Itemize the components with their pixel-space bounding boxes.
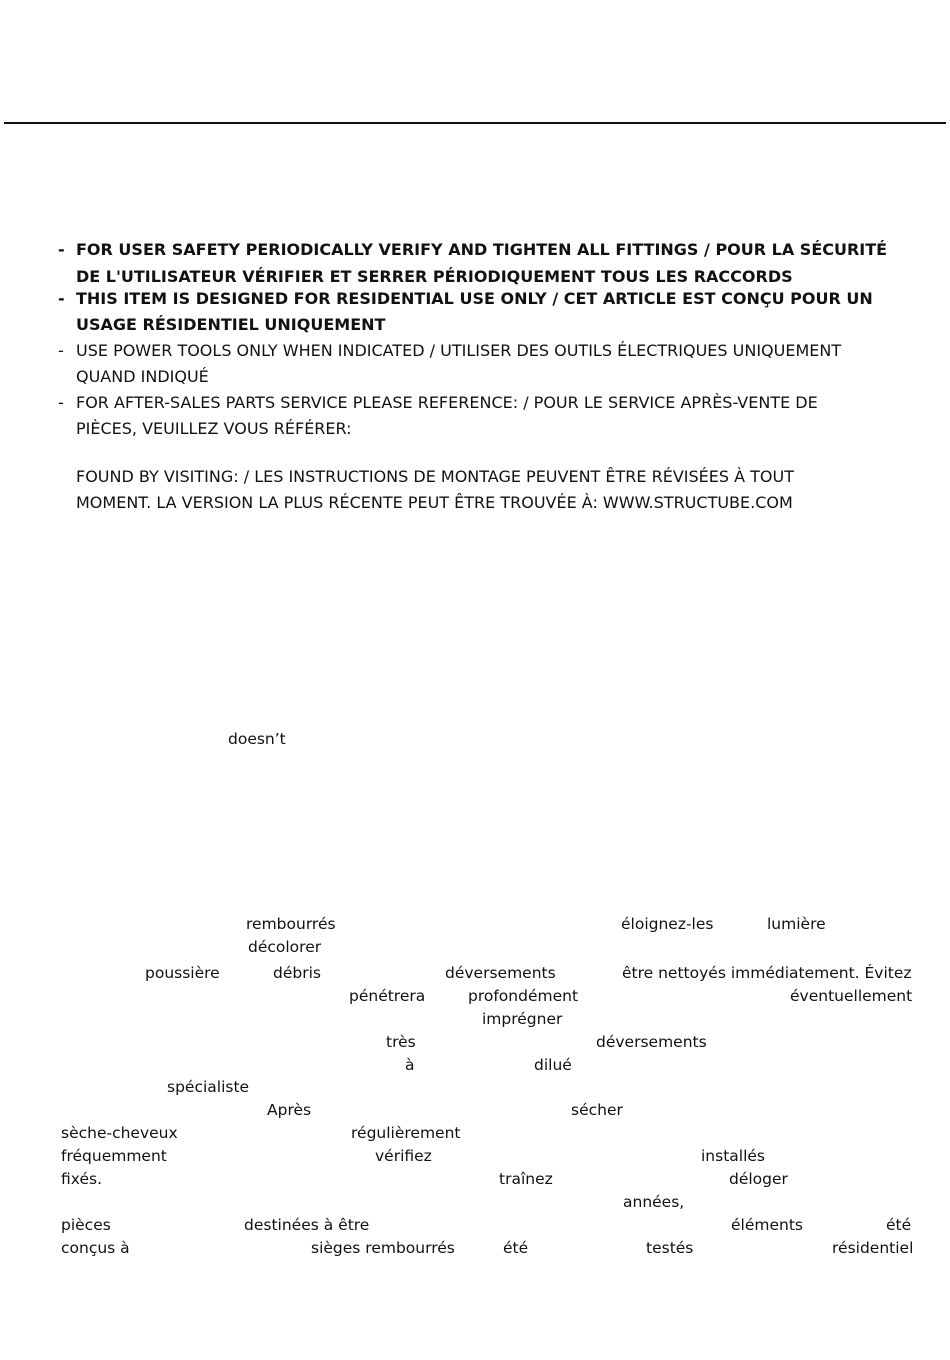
care-word: conçus à xyxy=(61,1239,130,1257)
care-word: éventuellement xyxy=(790,987,913,1005)
fragment-doesnt: doesn’t xyxy=(228,730,286,748)
warning-4-line-2: PIÈCES, VEUILLEZ VOUS RÉFÉRER: xyxy=(76,419,352,438)
warning-2-line-1: THIS ITEM IS DESIGNED FOR RESIDENTIAL USE ONLY / CET ARTICLE EST CONÇU POUR UN xyxy=(76,289,873,308)
care-word: déversements xyxy=(596,1033,707,1051)
care-word: poussière xyxy=(145,964,220,982)
care-word: très xyxy=(386,1033,416,1051)
care-word: dilué xyxy=(534,1056,572,1074)
care-word: pénétrera xyxy=(349,987,426,1005)
care-word: été xyxy=(503,1239,529,1257)
care-word: traînez xyxy=(499,1170,553,1188)
care-word: installés xyxy=(701,1147,766,1165)
care-word: vérifiez xyxy=(375,1147,432,1165)
care-word: années, xyxy=(623,1193,685,1211)
care-word: testés xyxy=(646,1239,694,1257)
warning-2-line-2: USAGE RÉSIDENTIEL UNIQUEMENT xyxy=(76,315,386,334)
care-word: décolorer xyxy=(248,938,322,956)
instructions-note-line-1: FOUND BY VISITING: / LES INSTRUCTIONS DE MONTAGE PEUVENT ÊTRE RÉVISÉES À TOUT xyxy=(76,467,794,486)
care-word: imprégner xyxy=(482,1010,563,1028)
warning-3-dash: - xyxy=(58,341,64,360)
care-word: sèche-cheveux xyxy=(61,1124,178,1142)
care-word: fréquemment xyxy=(61,1147,167,1165)
care-word: destinées à être xyxy=(244,1216,370,1234)
warning-3-line-1: USE POWER TOOLS ONLY WHEN INDICATED / UTILISER DES OUTILS ÉLECTRIQUES UNIQUEMENT xyxy=(76,341,842,360)
care-word: spécialiste xyxy=(167,1078,250,1096)
instructions-note-line-2: MOMENT. LA VERSION LA PLUS RÉCENTE PEUT ÊTRE TROUVÉE À: WWW.STRUCTUBE.COM xyxy=(76,493,793,512)
warning-2-dash: - xyxy=(58,289,65,308)
warning-4-line-1: FOR AFTER-SALES PARTS SERVICE PLEASE REFERENCE: / POUR LE SERVICE APRÈS-VENTE DE xyxy=(76,393,818,412)
care-word: fixés. xyxy=(61,1170,102,1188)
care-word: résidentiel xyxy=(832,1239,914,1257)
care-word: déversements xyxy=(445,964,556,982)
care-word: été xyxy=(886,1216,912,1234)
care-word: déloger xyxy=(729,1170,788,1188)
care-word: éloignez-les xyxy=(621,915,714,933)
warning-1-line-2: DE L'UTILISATEUR VÉRIFIER ET SERRER PÉRIODIQUEMENT TOUS LES RACCORDS xyxy=(76,267,793,286)
care-word: lumière xyxy=(767,915,826,933)
care-word: à xyxy=(405,1056,415,1074)
header-rule xyxy=(4,122,946,124)
warning-4-dash: - xyxy=(58,393,64,412)
care-word: sièges rembourrés xyxy=(311,1239,455,1257)
care-word: rembourrés xyxy=(246,915,336,933)
care-word: sécher xyxy=(571,1101,623,1119)
care-word: éléments xyxy=(731,1216,803,1234)
care-word: pièces xyxy=(61,1216,111,1234)
warning-1-line-1: FOR USER SAFETY PERIODICALLY VERIFY AND TIGHTEN ALL FITTINGS / POUR LA SÉCURITÉ xyxy=(76,240,888,259)
warning-1-dash: - xyxy=(58,240,65,259)
care-word: débris xyxy=(273,964,321,982)
warning-3-line-2: QUAND INDIQUÉ xyxy=(76,367,209,386)
care-word: profondément xyxy=(468,987,579,1005)
care-word: Après xyxy=(267,1101,312,1119)
care-word: régulièrement xyxy=(351,1124,461,1142)
care-word: être nettoyés immédiatement. Évitez xyxy=(622,964,912,982)
